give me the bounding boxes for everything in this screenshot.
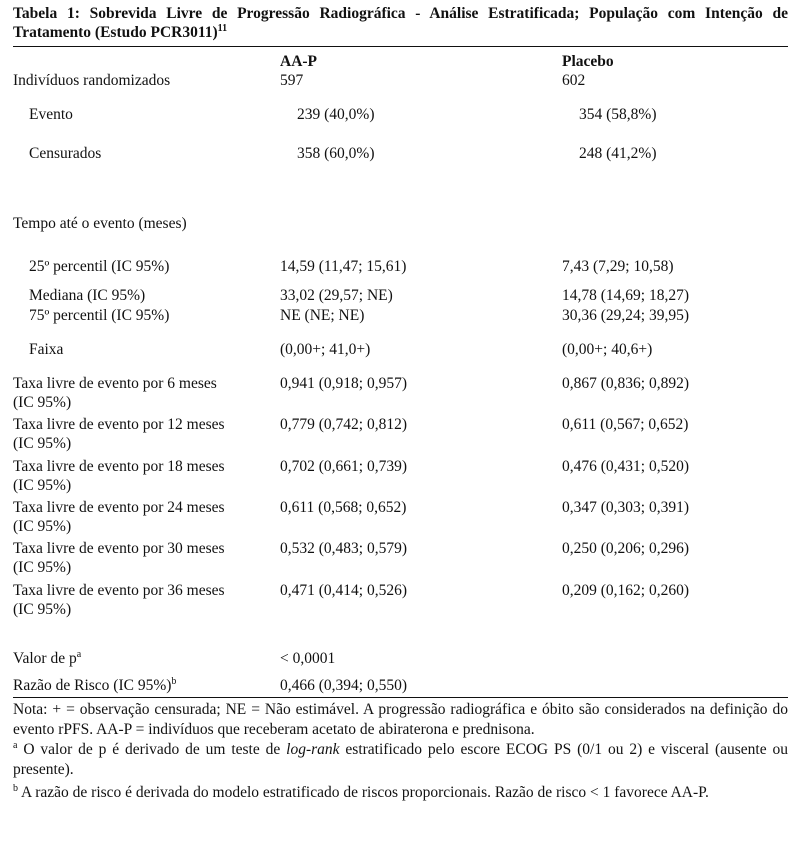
bottom-rule <box>13 697 788 698</box>
rate-24-label: Taxa livre de evento por 24 meses <box>13 499 225 516</box>
pvalue-label <box>13 649 81 668</box>
pvalue-footnote-mark: a <box>76 648 82 660</box>
note-general: Nota: + = observação censurada; NE = Não estimável. A progressão radiográfica e óbito são considerados na definição do evento rPFS. AA-P = indivíduos que receberam acetato de abiraterona e prednisona. <box>13 701 788 738</box>
rate-24-aap: 0,611 (0,568; 0,652) <box>280 499 407 516</box>
rate-30-label: Taxa livre de evento por 30 meses <box>13 540 225 557</box>
rate-36-aap: 0,471 (0,414; 0,526) <box>280 582 408 599</box>
rate-18-aap: 0,702 (0,661; 0,739) <box>280 458 408 475</box>
rate-12-placebo: 0,611 (0,567; 0,652) <box>562 416 689 433</box>
rate-6-ci: (IC 95%) <box>13 394 72 411</box>
note-a-logrank: log-rank <box>286 741 340 758</box>
rate-6-label: Taxa livre de evento por 6 meses <box>13 375 217 392</box>
rate-24-placebo: 0,347 (0,303; 0,391) <box>562 499 690 516</box>
p25-label: 25º percentil (IC 95%) <box>29 258 170 275</box>
p75-label: 75º percentil (IC 95%) <box>29 307 170 324</box>
randomized-label: Indivíduos randomizados <box>13 72 171 89</box>
randomized-placebo: 602 <box>562 72 586 89</box>
censurados-aap: 358 (60,0%) <box>297 145 375 162</box>
mediana-label: Mediana (IC 95%) <box>29 287 146 304</box>
note-b <box>13 783 788 803</box>
rate-18-label: Taxa livre de evento por 18 meses <box>13 458 225 475</box>
pvalue-aap: < 0,0001 <box>280 650 336 667</box>
rate-12-ci: (IC 95%) <box>13 435 72 452</box>
rate-24-ci: (IC 95%) <box>13 518 72 535</box>
rate-30-placebo: 0,250 (0,206; 0,296) <box>562 540 690 557</box>
note-a-mark: a <box>13 739 18 751</box>
table-title <box>13 4 788 42</box>
evento-label: Evento <box>29 106 73 123</box>
faixa-aap: (0,00+; 41,0+) <box>280 341 371 358</box>
note-b-mark: b <box>13 782 18 794</box>
rate-30-ci: (IC 95%) <box>13 559 72 576</box>
note-b-text: A razão de risco é derivada do modelo estratificado de riscos proporcionais. Razão de risco < 1 favorece AA-P. <box>18 784 709 801</box>
randomized-aap: 597 <box>280 72 304 89</box>
censurados-label: Censurados <box>29 145 102 162</box>
note-a-text-2: estratificado pelo escore ECOG PS (0/1 ou 2) e visceral (ausente ou presente). <box>13 741 788 778</box>
hazard-label <box>13 676 176 695</box>
note-a-text-1: O valor de p é derivado de um teste de <box>17 741 287 758</box>
p75-placebo: 30,36 (29,24; 39,95) <box>562 307 690 324</box>
mediana-placebo: 14,78 (14,69; 18,27) <box>562 287 690 304</box>
rate-36-label: Taxa livre de evento por 36 meses <box>13 582 225 599</box>
rate-6-aap: 0,941 (0,918; 0,957) <box>280 375 408 392</box>
hazard-aap: 0,466 (0,394; 0,550) <box>280 677 408 694</box>
faixa-label: Faixa <box>29 341 64 358</box>
evento-aap: 239 (40,0%) <box>297 106 375 123</box>
tempo-label: Tempo até o evento (meses) <box>13 215 187 232</box>
mediana-aap: 33,02 (29,57; NE) <box>280 287 393 304</box>
rate-12-label: Taxa livre de evento por 12 meses <box>13 416 225 433</box>
header-aap: AA-P <box>280 53 318 70</box>
rate-36-ci: (IC 95%) <box>13 601 72 618</box>
censurados-placebo: 248 (41,2%) <box>579 145 657 162</box>
hazard-footnote-mark: b <box>171 675 177 687</box>
rate-6-placebo: 0,867 (0,836; 0,892) <box>562 375 690 392</box>
rate-36-placebo: 0,209 (0,162; 0,260) <box>562 582 690 599</box>
table-title-text: Tabela 1: Sobrevida Livre de Progressão Radiográfica - Análise Estratificada; População com Intenção de Tratamento (Estudo PCR3011) <box>13 5 788 41</box>
p25-placebo: 7,43 (7,29; 10,58) <box>562 258 674 275</box>
top-rule <box>13 46 788 47</box>
p75-aap: NE (NE; NE) <box>280 307 365 324</box>
title-reference: 11 <box>217 22 228 34</box>
evento-placebo: 354 (58,8%) <box>579 106 657 123</box>
pvalue-label-text: Valor de p <box>13 650 77 667</box>
rate-12-aap: 0,779 (0,742; 0,812) <box>280 416 408 433</box>
p25-aap: 14,59 (11,47; 15,61) <box>280 258 407 275</box>
note-a <box>13 740 788 780</box>
faixa-placebo: (0,00+; 40,6+) <box>562 341 653 358</box>
rate-18-ci: (IC 95%) <box>13 477 72 494</box>
rate-18-placebo: 0,476 (0,431; 0,520) <box>562 458 690 475</box>
rate-30-aap: 0,532 (0,483; 0,579) <box>280 540 408 557</box>
header-placebo: Placebo <box>562 53 614 70</box>
hazard-label-text: Razão de Risco (IC 95%) <box>13 677 172 694</box>
